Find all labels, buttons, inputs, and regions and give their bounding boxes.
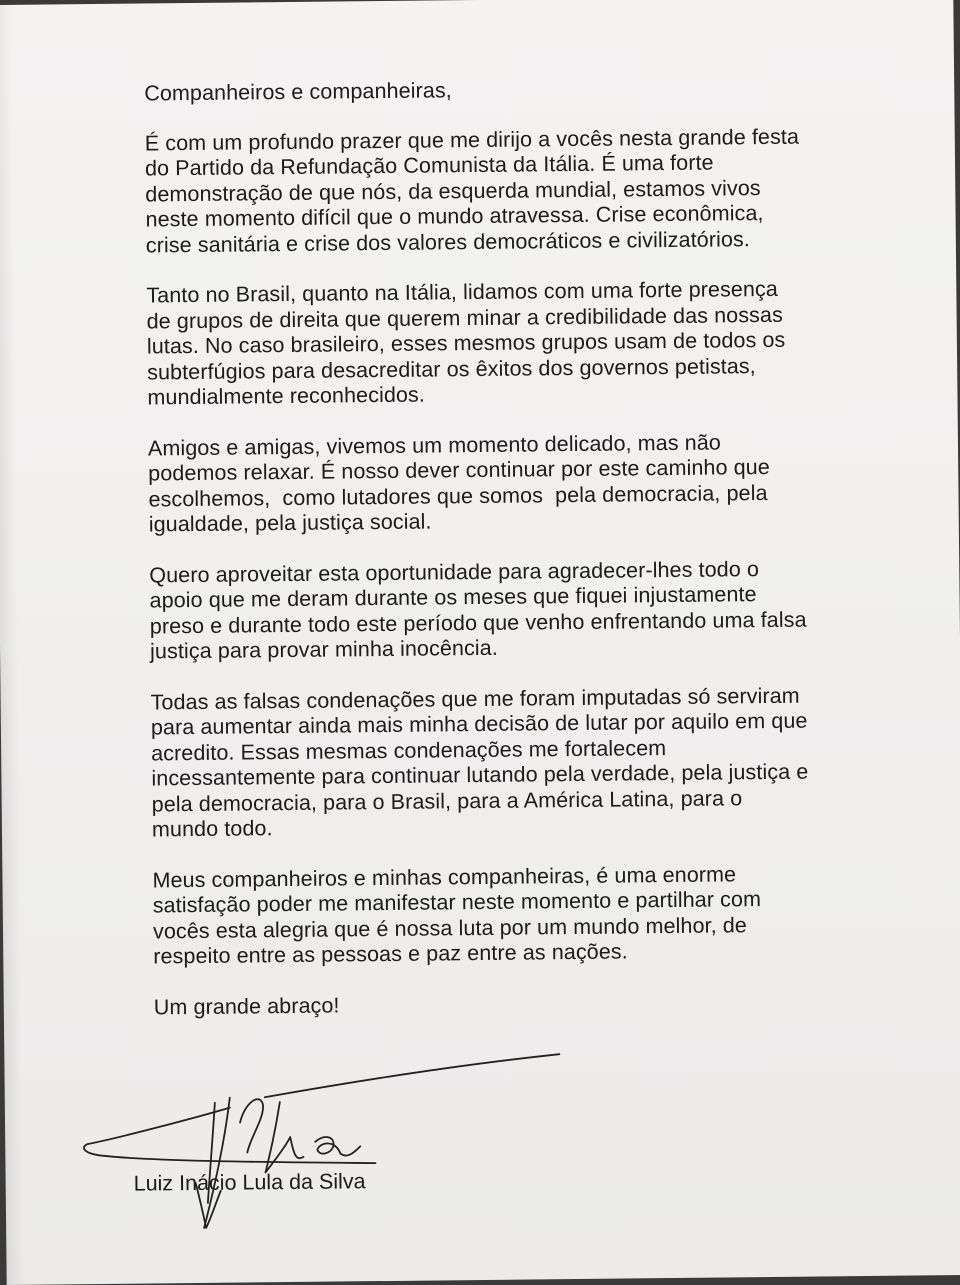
- handwritten-signature: [74, 1039, 576, 1244]
- paragraph-5: Todas as falsas condenações que me foram imputadas só serviram para aumentar ainda mais minha decisão de lutar por aquilo em que acredito. Essas mesmas condenações me fortalecem incessantemente para continuar lutando pela verdade, pela justiça e pela democracia, para o Brasil, para a América Latina, para o mundo todo.: [150, 683, 809, 842]
- page-shadow: [0, 5, 25, 1285]
- signatory-name: Luiz Inácio Lula da Silva: [133, 1169, 366, 1196]
- paragraph-6: Meus companheiros e minhas companheiras, é uma enorme satisfação poder me manifestar neste momento e partilhar com vocês esta alegria que é nossa luta por um mundo melhor, de respeito entre as pessoas e paz entre as nações.: [152, 861, 762, 969]
- paragraph-4: Quero aproveitar esta oportunidade para agradecer-lhes todo o apoio que me deram durante os meses que fiquei injustamente preso e durante todo este período que venho enfrentando uma falsa justiça para provar minha inocência.: [149, 556, 807, 664]
- letter-greeting: Companheiros e companheiras,: [144, 78, 452, 106]
- paragraph-2: Tanto no Brasil, quanto na Itália, lidamos com uma forte presença de grupos de direita que querem minar a credibilidade das nossas lutas. No caso brasileiro, esses mesmos grupos usam de todos os subterfúgios para desacreditar os êxitos dos governos petistas, mundialmente reconhecidos.: [146, 276, 786, 410]
- paragraph-3: Amigos e amigas, vivemos um momento delicado, mas não podemos relaxar. É nosso dever continuar por este caminho que escolhemos, como lutadores que somos pela democracia, pela igualdade, pela justiça social.: [147, 429, 770, 537]
- letter-closing: Um grande abraço!: [153, 992, 340, 1019]
- letter-body: [144, 74, 874, 1020]
- paragraph-1: É com um profundo prazer que me dirijo a vocês nesta grande festa do Partido da Refundação Comunista da Itália. É uma forte demonstração de que nós, da esquerda mundial, estamos vivos neste momento difícil que o mundo atravessa. Crise econômica, crise sanitária e crise dos valores democráticos e civilizatórios.: [144, 124, 800, 257]
